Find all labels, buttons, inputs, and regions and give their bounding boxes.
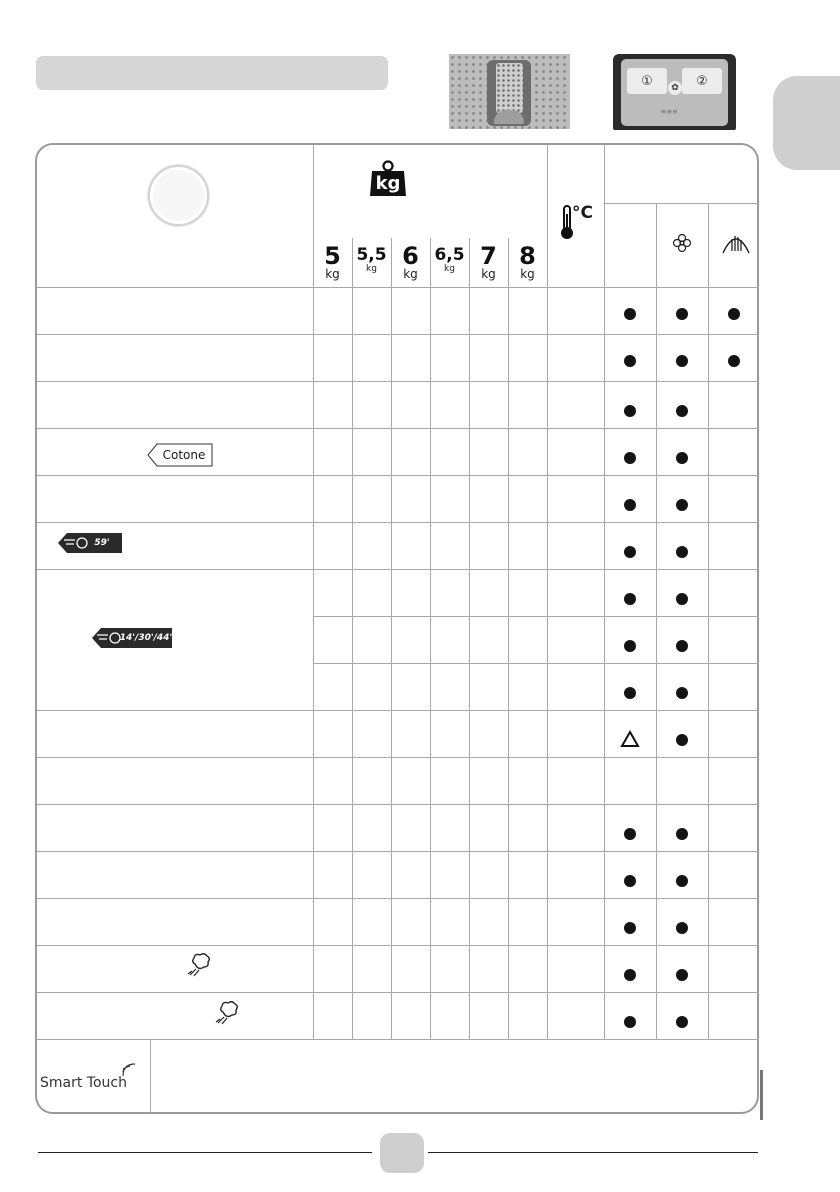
- quick-59-tag: [58, 533, 122, 553]
- load-value: 5: [324, 242, 341, 270]
- temperature-unit: °C: [572, 203, 593, 223]
- dispenser-imprint: ≡≡≡: [661, 107, 679, 116]
- availability-dot: [624, 499, 636, 511]
- mark-column-divider: [708, 203, 709, 1039]
- load-unit: kg: [366, 264, 377, 274]
- load-value: 6,5: [434, 245, 465, 265]
- load-value: 7: [480, 242, 497, 270]
- row-divider: [37, 757, 759, 758]
- row-divider: [313, 616, 759, 617]
- cotone-tag: [147, 443, 213, 467]
- load-column-divider: [508, 238, 509, 1039]
- availability-dot: [624, 593, 636, 605]
- detergent-drawer-photo: [449, 54, 570, 129]
- load-column-divider: [469, 238, 470, 1039]
- availability-dot: [676, 734, 688, 746]
- load-column-divider: [352, 238, 353, 1039]
- load-value: 8: [519, 242, 536, 270]
- language-tab: [773, 76, 840, 170]
- row-divider: [37, 475, 759, 476]
- compartment-2: ②: [682, 68, 722, 94]
- availability-dot: [676, 875, 688, 887]
- availability-dot: [624, 355, 636, 367]
- availability-dot: [676, 499, 688, 511]
- load-unit: kg: [403, 267, 418, 281]
- hand-wash-icon: [721, 229, 751, 255]
- availability-dot: [624, 922, 636, 934]
- availability-dot: [676, 969, 688, 981]
- load-column-divider: [430, 238, 431, 1039]
- drawer-insert: [496, 63, 523, 113]
- column-divider: [604, 145, 605, 1039]
- availability-dot: [624, 687, 636, 699]
- page-number-pill: [380, 1133, 424, 1173]
- column-divider: [547, 145, 548, 1039]
- drawer-funnel: [494, 110, 524, 124]
- optional-triangle-icon: [620, 730, 640, 748]
- availability-dot: [676, 1016, 688, 1028]
- row-divider: [37, 287, 759, 288]
- availability-dot: [676, 546, 688, 558]
- availability-dot: [624, 640, 636, 652]
- weight-icon-label: kg: [375, 173, 401, 194]
- load-unit: kg: [325, 267, 340, 281]
- nfc-waves-icon: [121, 1062, 137, 1078]
- mark-column-divider: [656, 203, 657, 1039]
- availability-dot: [624, 405, 636, 417]
- row-divider: [313, 663, 759, 664]
- cotone-label: Cotone: [162, 448, 206, 462]
- program-selector-knob: [148, 165, 209, 226]
- availability-dot: [676, 687, 688, 699]
- availability-dot: [676, 922, 688, 934]
- availability-dot: [676, 355, 688, 367]
- availability-dot: [624, 546, 636, 558]
- mark-header-divider: [604, 203, 759, 204]
- availability-dot: [728, 308, 740, 320]
- row-divider: [37, 992, 759, 993]
- availability-dot: [624, 1016, 636, 1028]
- availability-dot: [624, 308, 636, 320]
- quick-multi-label: 14'/30'/44': [119, 633, 173, 643]
- page-edge-mark: [760, 1070, 763, 1120]
- load-column-divider: [391, 238, 392, 1039]
- row-divider: [37, 569, 759, 570]
- availability-dot: [624, 969, 636, 981]
- footer-rule-right: [428, 1152, 758, 1153]
- quick-multi-tag: [92, 628, 172, 648]
- availability-dot: [676, 308, 688, 320]
- compartment-1: ①: [627, 68, 667, 94]
- load-unit: kg: [444, 264, 455, 274]
- availability-dot: [624, 875, 636, 887]
- availability-dot: [624, 828, 636, 840]
- steam-icon: [214, 998, 242, 1026]
- footer-rule-left: [38, 1152, 372, 1153]
- row-divider: [37, 898, 759, 899]
- availability-dot: [676, 405, 688, 417]
- row-divider: [37, 945, 759, 946]
- row-divider: [37, 428, 759, 429]
- availability-dot: [676, 828, 688, 840]
- quick-59-label: 59': [94, 538, 110, 548]
- availability-dot: [676, 452, 688, 464]
- load-value: 6: [402, 242, 419, 270]
- availability-dot: [676, 640, 688, 652]
- load-unit: kg: [520, 267, 535, 281]
- availability-dot: [676, 593, 688, 605]
- dispenser-photo: [613, 54, 736, 130]
- row-divider: [37, 334, 759, 335]
- steam-icon: [186, 950, 214, 978]
- load-value: 5,5: [356, 245, 387, 265]
- row-divider: [37, 851, 759, 852]
- row-divider: [37, 710, 759, 711]
- load-unit: kg: [481, 267, 496, 281]
- row-divider: [37, 804, 759, 805]
- row-divider: [37, 381, 759, 382]
- row-divider: [37, 522, 759, 523]
- section-title-bar: [36, 56, 388, 90]
- row-divider: [37, 1039, 759, 1040]
- dispenser-inner: [621, 59, 728, 126]
- flower-softener-icon: [672, 233, 692, 253]
- smart-touch-brand: Smart Touch: [40, 1075, 127, 1091]
- footer-divider: [150, 1039, 151, 1113]
- availability-dot: [624, 452, 636, 464]
- softener-compartment-icon: ✿: [668, 81, 682, 95]
- availability-dot: [728, 355, 740, 367]
